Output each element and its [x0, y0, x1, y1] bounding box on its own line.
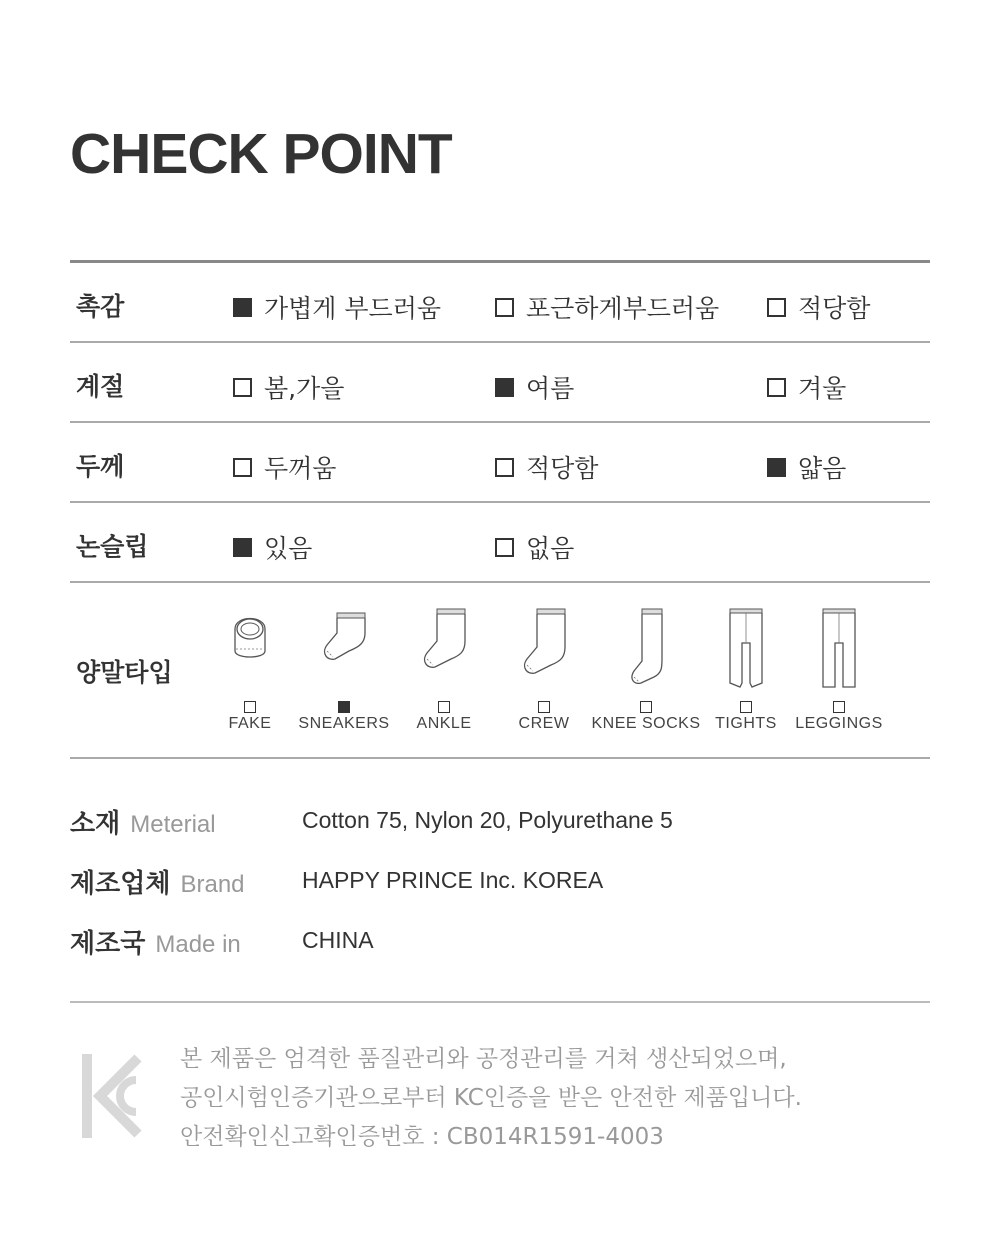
option-light-soft: 가볍게 부드러움 [233, 289, 441, 325]
checkbox-checked-icon [338, 701, 350, 713]
info-label-en: Meterial [130, 811, 216, 838]
checkbox-checked-icon [233, 538, 252, 557]
page-title: CHECK POINT [70, 122, 452, 186]
knee-sock-icon [626, 607, 666, 687]
row-non-slip [70, 503, 930, 583]
info-label: 소재 [70, 809, 121, 839]
row-season [70, 343, 930, 423]
info-value: Cotton 75, Nylon 20, Polyurethane 5 [302, 807, 673, 833]
checkbox-empty-icon [438, 701, 450, 713]
checkbox-empty-icon [538, 701, 550, 713]
sock-type-fake: FAKE [195, 607, 305, 667]
check-point-table [70, 260, 930, 759]
option-spring-fall: 봄,가을 [233, 369, 344, 405]
checkbox-empty-icon [233, 458, 252, 477]
checkbox-empty-icon [640, 701, 652, 713]
info-label-en: Brand [180, 871, 245, 898]
ankle-sock-icon [419, 607, 469, 673]
checkbox-empty-icon [244, 701, 256, 713]
kc-certification-icon [80, 1050, 142, 1142]
info-value: HAPPY PRINCE Inc. KOREA [302, 867, 604, 893]
checkbox-empty-icon [233, 378, 252, 397]
option-medium: 적당함 [495, 449, 598, 485]
checkbox-empty-icon [495, 538, 514, 557]
checkbox-checked-icon [767, 458, 786, 477]
info-label: 제조국 [70, 929, 146, 959]
option-moderate: 적당함 [767, 289, 870, 325]
sock-type-sneakers: SNEAKERS [289, 607, 399, 667]
checkbox-empty-icon [495, 298, 514, 317]
checkbox-empty-icon [740, 701, 752, 713]
info-value: CHINA [302, 927, 374, 953]
leggings-icon [819, 607, 859, 689]
row-label: 촉감 [76, 292, 125, 321]
checkbox-checked-icon [495, 378, 514, 397]
info-label-en: Made in [155, 931, 241, 958]
sock-type-leggings: LEGGINGS [784, 607, 894, 689]
checkbox-empty-icon [833, 701, 845, 713]
checkbox-checked-icon [233, 298, 252, 317]
checkbox-empty-icon [767, 378, 786, 397]
kc-notice [180, 1040, 802, 1157]
sock-type-knee: KNEE SOCKS [591, 607, 701, 687]
notice-line: 본 제품은 엄격한 품질관리와 공정관리를 거쳐 생산되었으며, [180, 1046, 787, 1072]
option-thick: 두꺼움 [233, 449, 336, 485]
option-winter: 겨울 [767, 369, 846, 405]
row-sock-type [70, 583, 930, 759]
fake-sock-icon [230, 607, 270, 667]
option-summer: 여름 [495, 369, 574, 405]
sock-type-crew: CREW [489, 607, 599, 677]
row-label: 논슬립 [76, 532, 149, 561]
crew-sock-icon [519, 607, 569, 677]
option-yes: 있음 [233, 529, 312, 565]
checkbox-empty-icon [767, 298, 786, 317]
info-label: 제조업체 [70, 869, 171, 899]
row-label: 계절 [76, 372, 125, 401]
option-no: 없음 [495, 529, 574, 565]
row-thickness [70, 423, 930, 503]
sneakers-sock-icon [319, 607, 369, 667]
row-label: 두께 [76, 452, 125, 481]
sock-type-ankle: ANKLE [389, 607, 499, 673]
notice-line: 공인시험인증기관으로부터 KC인증을 받은 안전한 제품입니다. [180, 1085, 802, 1111]
divider [70, 1001, 930, 1003]
row-texture [70, 263, 930, 343]
option-thin: 얇음 [767, 449, 846, 485]
tights-icon [726, 607, 766, 689]
row-label: 양말타입 [76, 658, 173, 687]
sock-type-tights: TIGHTS [691, 607, 801, 689]
checkbox-empty-icon [495, 458, 514, 477]
notice-line: 안전확인신고확인증번호 : CB014R1591-4003 [180, 1124, 664, 1150]
option-cozy-soft: 포근하게부드러움 [495, 289, 719, 325]
